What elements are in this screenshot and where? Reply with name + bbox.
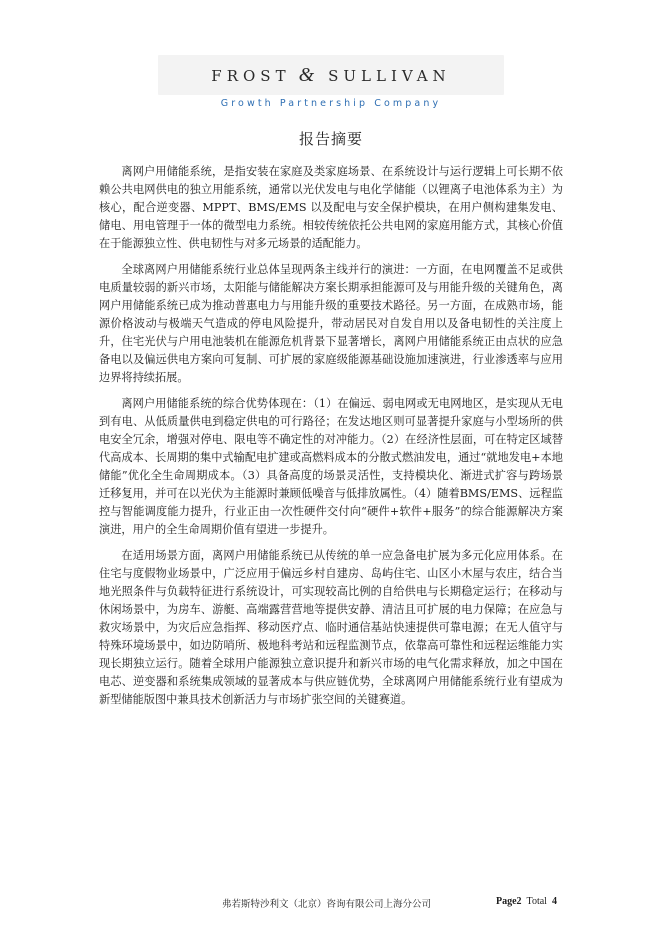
footer-total-label: Total <box>526 896 547 907</box>
summary-paragraph-1: 离网户用储能系统，是指安装在家庭及类家庭场景、在系统设计与运行逻辑上可长期不依赖公共电网供电的独立用能系统，通常以光伏发电与电化学储能（以锂离子电池体系为主）为核心，配合逆变器、MPPT、BMS/EMS 以及配电与安全保护模块，在用户侧构建集发电、储电、用电管理于一体的微型电力系统。相较传统依托公共电网的家庭用能方式，其核心价值在于能源独立性、供电韧性与对多元场景的适配能力。 <box>99 165 563 250</box>
footer-total-value: 4 <box>551 896 557 907</box>
footer-page-number <box>496 896 557 907</box>
report-summary-body <box>99 163 563 717</box>
frost-sullivan-logo <box>158 55 504 95</box>
footer-company-name: 弗若斯特沙利文（北京）咨询有限公司上海分公司 <box>222 899 432 910</box>
logo-tagline: Growth Partnership Company <box>220 98 442 109</box>
logo-word-frost: FROST <box>211 66 291 85</box>
summary-paragraph-3: 离网户用储能系统的综合优势体现在：（1）在偏远、弱电网或无电网地区，是实现从无电到有电、从低质量供电到稳定供电的可行路径；在发达地区则可显著提升家庭与小型场所的供电安全冗余，增强对停电、限电等不确定性的对冲能力。（2）在经济性层面，可在特定区域替代高成本、长周期的集中式输配电扩建或高燃料成本的分散式燃油发电，通过“就地发电+本地储能”优化全生命周期成本。（3）具备高度的场景灵活性，支持模块化、渐进式扩容与跨场景迁移复用，并可在以光伏为主能源时兼顾低噪音与低排放属性。（4）随着BMS/EMS、远程监控与智能调度能力提升，行业正由一次性硬件交付向“硬件+软件+服务”的综合能源解决方案演进，用户的全生命周期价值有望进一步提升。 <box>99 397 563 536</box>
logo-wordmark <box>211 64 450 87</box>
summary-paragraph-2: 全球离网户用储能系统行业总体呈现两条主线并行的演进：一方面，在电网覆盖不足或供电质量较弱的新兴市场，太阳能与储能解决方案长期承担能源可及与用能升级的关键角色，离网户用储能系统已成为推动普惠电力与用能升级的重要技术路径。另一方面，在成熟市场，能源价格波动与极端天气造成的停电风险提升，带动居民对自发自用以及备电韧性的关注度上升，住宅光伏与户用电池装机在能源危机背景下显著增长，离网户用储能系统正由点状的应急备电以及偏远供电方案向可复制、可扩展的家庭级能源基础设施加速演进，行业渗透率与应用边界将持续拓展。 <box>99 263 563 384</box>
page-title: 报告摘要 <box>298 130 363 148</box>
logo-word-sullivan: SULLIVAN <box>328 66 451 85</box>
summary-paragraph-4: 在适用场景方面，离网户用储能系统已从传统的单一应急备电扩展为多元化应用体系。在住宅与度假物业场景中，广泛应用于偏远乡村自建房、岛屿住宅、山区小木屋与农庄，结合当地光照条件与负载特征进行系统设计，可实现较高比例的自给供电与长期稳定运行；在移动与休闲场景中，为房车、游艇、高端露营营地等提供安静、清洁且可扩展的电力保障；在应急与救灾场景中，为灾后应急指挥、移动医疗点、临时通信基站快速提供可靠电源；在无人值守与特殊环境场景中，如边防哨所、极地科考站和远程监测节点，依靠高可靠性和远程运维能力实现长期独立运行。随着全球用户能源独立意识提升和新兴市场的电气化需求释放，加之中国在电芯、逆变器和系统集成领域的显著成本与供应链优势，全球离网户用储能系统行业有望成为新型储能版图中兼具技术创新活力与市场扩张空间的关键赛道。 <box>99 549 563 706</box>
footer-page-label: Page2 <box>496 896 522 907</box>
logo-ampersand: & <box>298 63 315 86</box>
